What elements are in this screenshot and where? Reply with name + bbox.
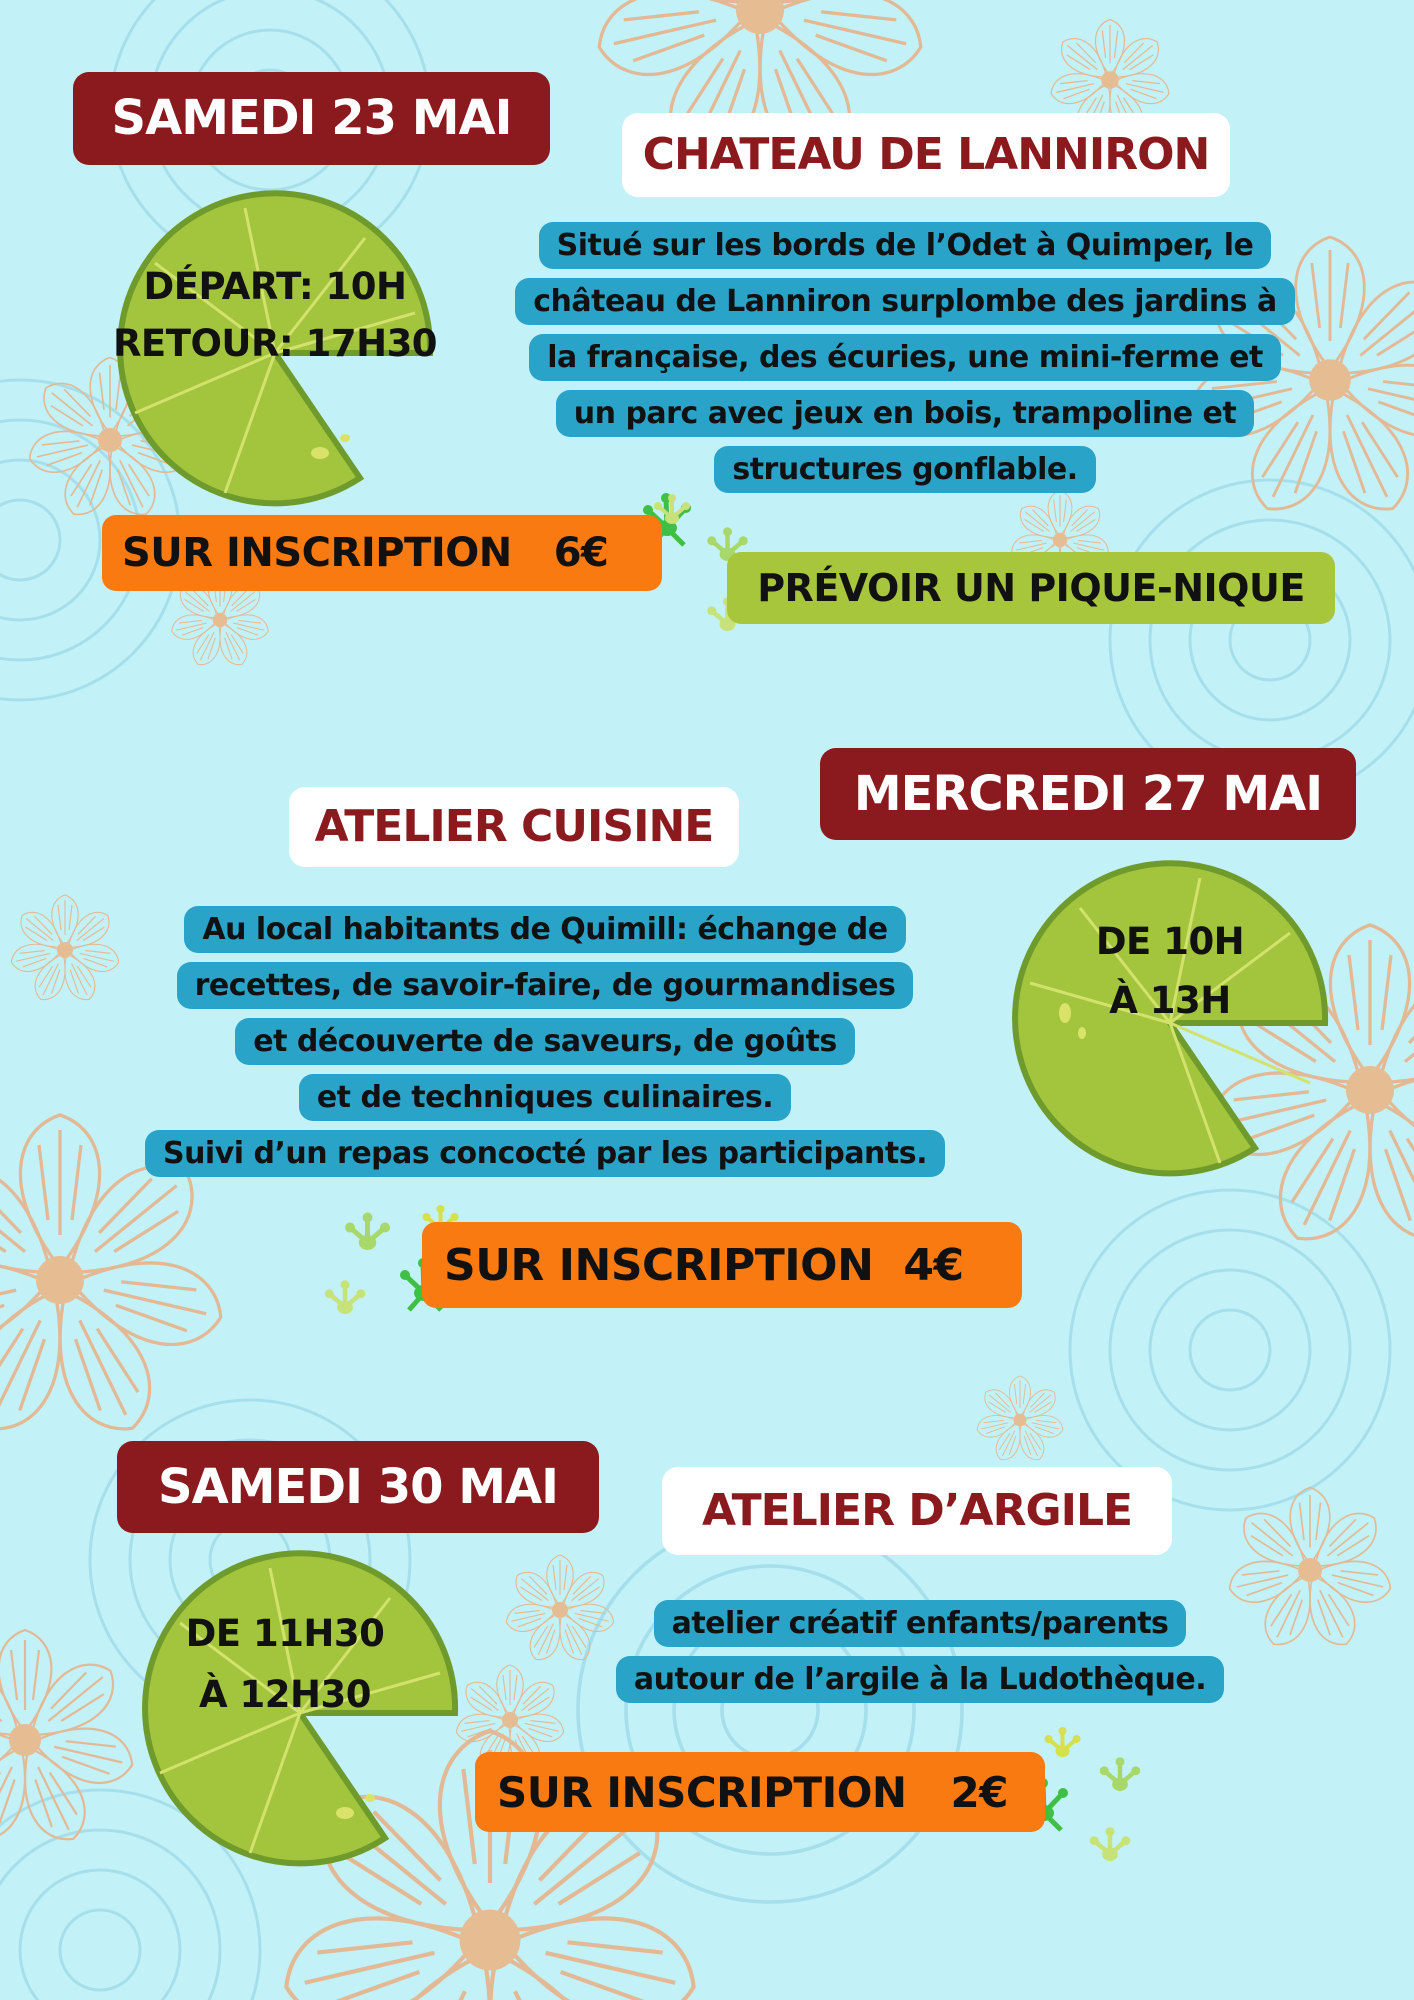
description-line: structures gonflable. [714, 446, 1095, 493]
frog-print-icon [1095, 1755, 1145, 1800]
event-description [70, 902, 1020, 1182]
event-date-badge: SAMEDI 30 MAI [117, 1441, 599, 1533]
event-description [460, 218, 1350, 498]
registration-badge [422, 1222, 1022, 1308]
description-line: château de Lanniron surplombe des jardins à [515, 278, 1294, 325]
registration-label: SUR INSCRIPTION [444, 1239, 874, 1291]
price: 6€ [553, 530, 609, 576]
frog-print-icon [320, 1278, 370, 1323]
frog-print-icon [340, 1210, 395, 1260]
start-time: DE 10H [1095, 920, 1245, 963]
event-title-badge: CHATEAU DE LANNIRON [622, 113, 1230, 197]
frog-print-icon [1085, 1825, 1135, 1870]
description-line: Situé sur les bords de l’Odet à Quimper, le [539, 222, 1272, 269]
price: 4€ [903, 1239, 964, 1291]
event-time [105, 258, 445, 373]
description-line: Suivi d’un repas concocté par les participants. [145, 1130, 945, 1177]
event-title-badge: ATELIER CUISINE [289, 787, 739, 867]
description-line: la française, des écuries, une mini-ferme et [529, 334, 1281, 381]
description-line: un parc avec jeux en bois, trampoline et [556, 390, 1254, 437]
event-time [1035, 912, 1305, 1030]
description-line: autour de l’argile à la Ludothèque. [616, 1656, 1224, 1703]
event-description [570, 1596, 1270, 1708]
price: 2€ [950, 1767, 1008, 1817]
description-line: atelier créatif enfants/parents [654, 1600, 1187, 1647]
description-line: recettes, de savoir-faire, de gourmandises [177, 962, 914, 1009]
registration-label: SUR INSCRIPTION [122, 530, 512, 576]
registration-badge [475, 1752, 1045, 1832]
picnic-note-badge: PRÉVOIR UN PIQUE-NIQUE [727, 552, 1335, 624]
event-title-badge: ATELIER D’ARGILE [662, 1467, 1172, 1555]
description-line: Au local habitants de Quimill: échange de [184, 906, 905, 953]
return-time: RETOUR: 17H30 [112, 322, 438, 366]
registration-badge [102, 515, 662, 591]
event-date-badge: SAMEDI 23 MAI [73, 72, 550, 165]
description-line: et de techniques culinaires. [299, 1074, 791, 1121]
description-line: et découverte de saveurs, de goûts [235, 1018, 855, 1065]
start-time: DE 11H30 [185, 1612, 385, 1655]
frog-print-icon [1040, 1725, 1085, 1765]
event-time [150, 1603, 420, 1725]
end-time: À 13H [1109, 979, 1231, 1023]
event-date-badge: MERCREDI 27 MAI [820, 748, 1356, 840]
end-time: À 12H30 [199, 1673, 371, 1717]
departure-time: DÉPART: 10H [143, 265, 407, 308]
registration-label: SUR INSCRIPTION [497, 1767, 907, 1817]
